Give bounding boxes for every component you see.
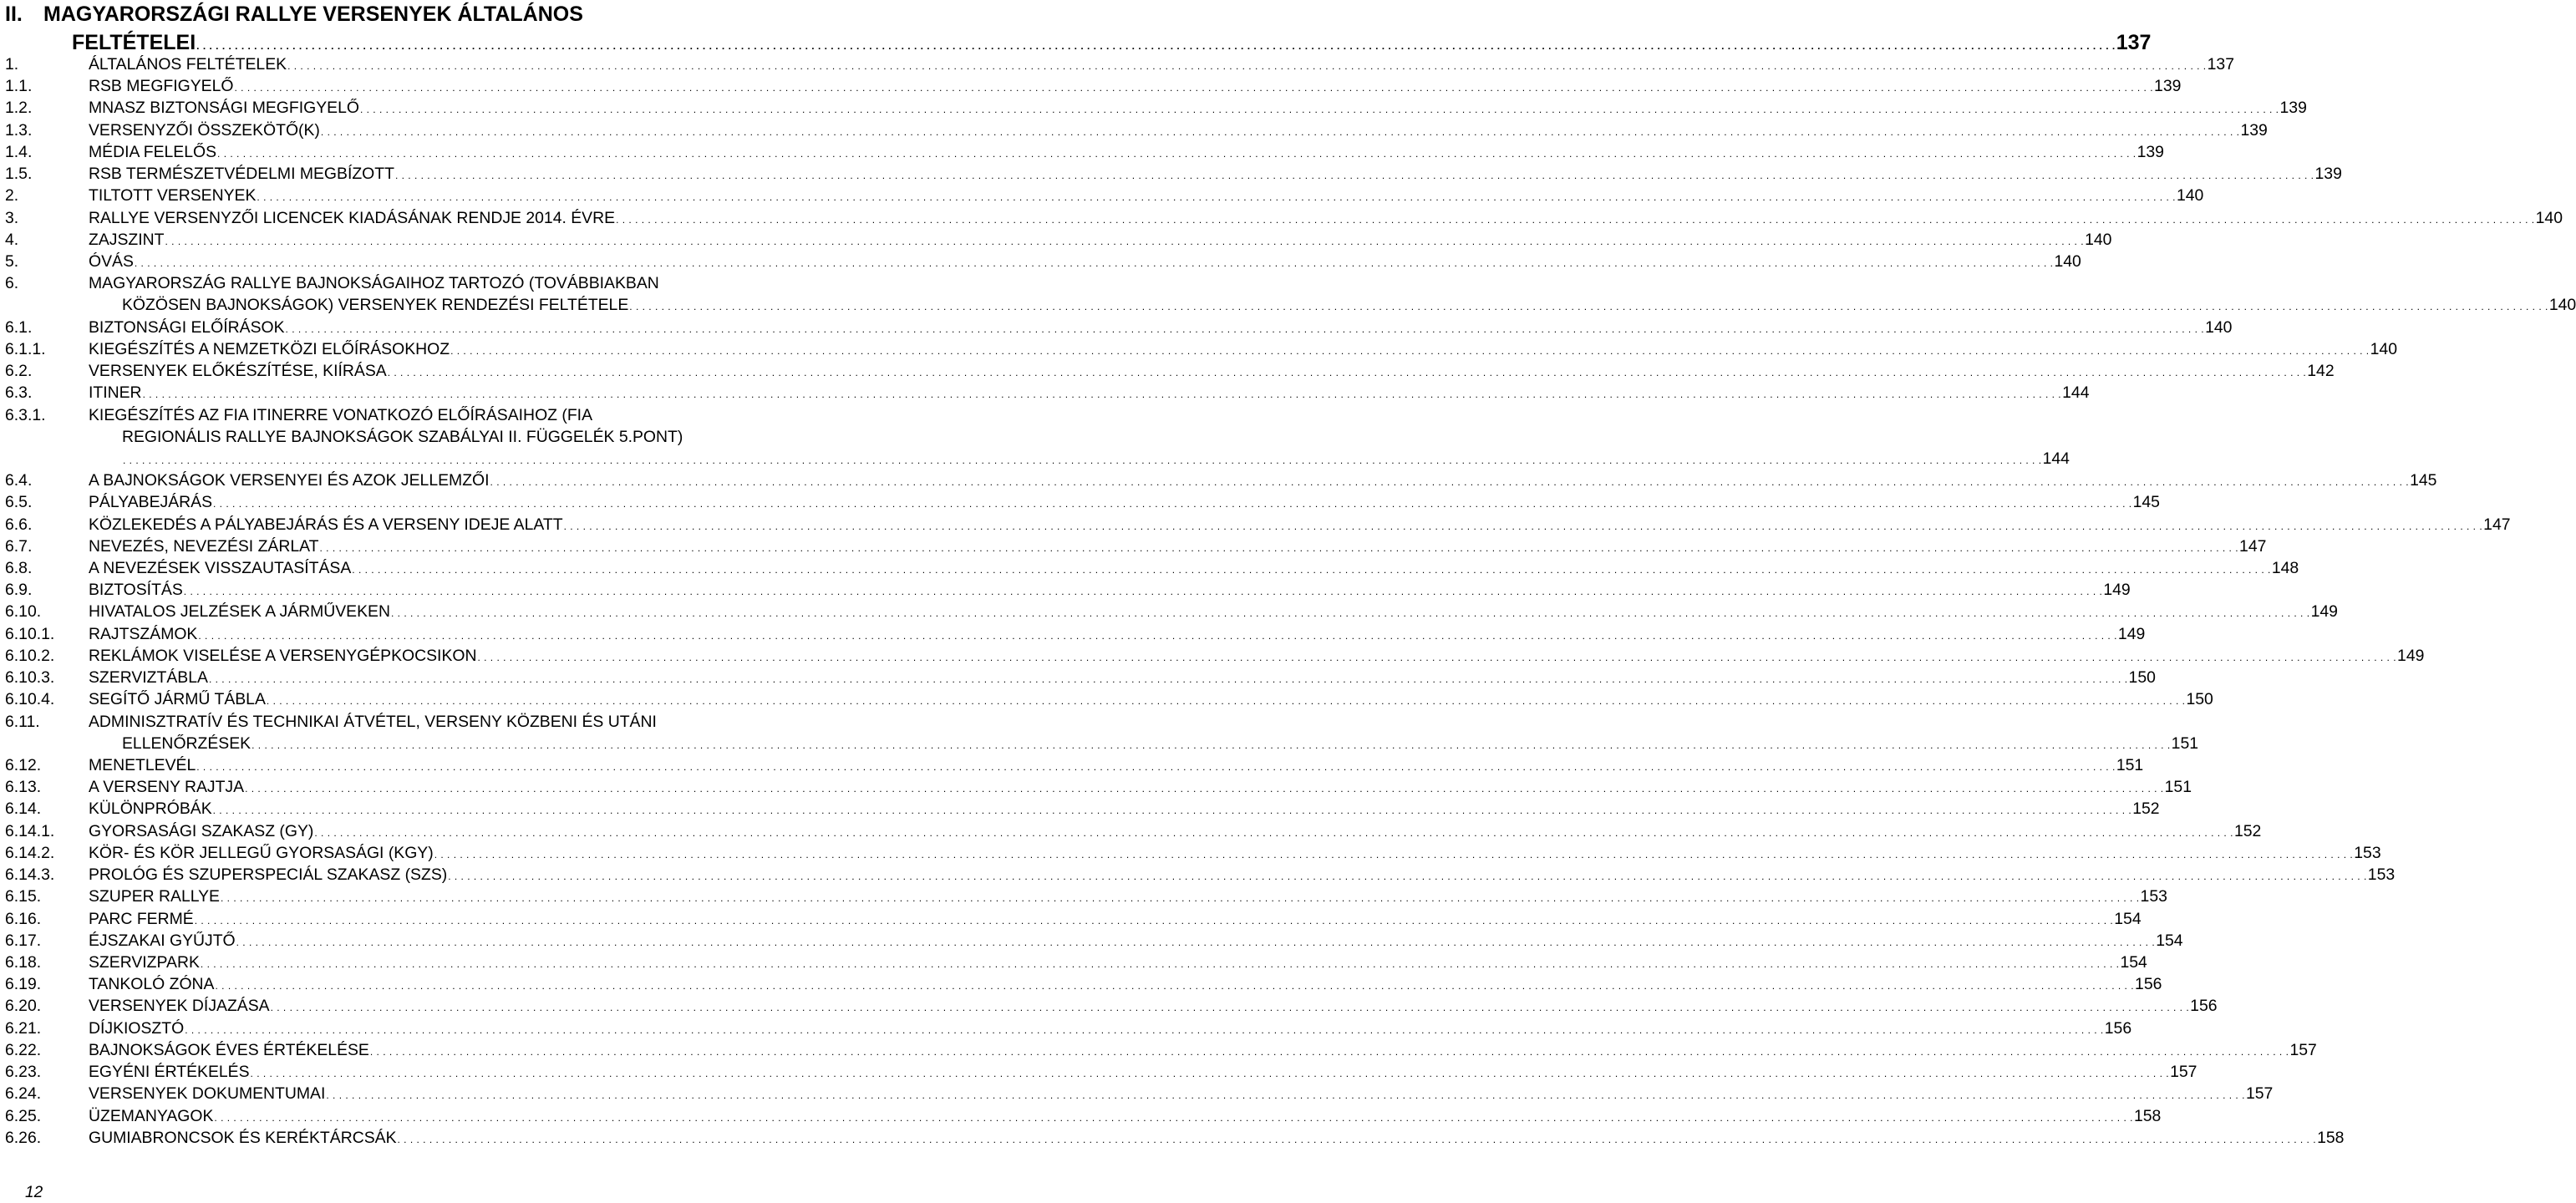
toc-entry[interactable] [5,141,2164,163]
entry-page-number: 140 [2054,251,2081,271]
leader-dots: . . . . . . . . . . . . . . . . . . . . . . . . . . . . . . . . . . . . . . . . . . . . . . . . . . . . . . . . . . . . . . . . . . . . . . . . . . . . . . . . . . . . . . . . . . . . . . . . . . . . . . . . . . . . . . . . . . . . . . . . . . . . . . . . . . . . . . . . . . . . . . . . . . . . . . . . . . . . . . . . . . . . . . . . . . . . . . . . . . . . . . . . . . . . . . . . . . . . . . . . . . . . . . . . . . . . . . . . . . . . . . . . . . . . . . . . . . . . . . . . . . . . . . . . . . . . . . . . . . . . . . . . . . . . . . . . . . . . . . . . . . . . . . . . . . . . . . . . . . . . [450,344,2370,357]
leader-dots: . . . . . . . . . . . . . . . . . . . . . . . . . . . . . . . . . . . . . . . . . . . . . . . . . . . . . . . . . . . . . . . . . . . . . . . . . . . . . . . . . . . . . . . . . . . . . . . . . . . . . . . . . . . . . . . . . . . . . . . . . . . . . . . . . . . . . . . . . . . . . . . . . . . . . . . . . . . . . . . . . . . . . . . . . . . . . . . . . . . . . . . . . . . . . . . . . . . . . . . . . . . . . . . . . . . . . . . . . . . . . . . . . . . . . . . . . . . . . . . . . . . . . . . . . . . . . . . . . . . . . . . . . . . . . . . . . . . . . . . . . . . . . . . . . . . . . . . . . . . . [326,1089,2245,1102]
entry-number: 6.14. [5,799,42,819]
entry-number: 6.3.1. [5,405,46,424]
toc-list [5,53,2576,1149]
entry-number: 6.22. [5,1040,42,1059]
entry-number: 6.14.3. [5,865,55,885]
toc-entry[interactable] [5,886,2167,907]
entry-page-number: 157 [2245,1084,2274,1104]
entry-page-number: 153 [2367,865,2396,885]
entry-page-number: 149 [2310,602,2338,622]
entry-title: ÜZEMANYAGOK [89,1106,214,1125]
leader-dots: . . . . . . . . . . . . . . . . . . . . . . . . . . . . . . . . . . . . . . . . . . . . . . . . . . . . . . . . . . . . . . . . . . . . . . . . . . . . . . . . . . . . . . . . . . . . . . . . . . . . . . . . . . . . . . . . . . . . . . . . . . . . . . . . . . . . . . . . . . . . . . . . . . . . . . . . . . . . . . . . . . . . . . . . . . . . . . . . . . . . . . . . . . . . . . . . . . . . . . . . . . . . . . . . . . . . . . . . . . . . . . . . . . . . . . . . . . . . . . . . . . . . . . . . . . . . . . . . . . . . . . . . . . . . . . . . . . . . . . . . . . . . . . . . . . . . . . . . . . . . [220,892,2140,905]
entry-page-number: 139 [2314,165,2342,184]
entry-number: 6.16. [5,909,42,928]
toc-entry[interactable] [5,601,2338,622]
entry-title: REKLÁMOK VISELÉSE A VERSENYGÉPKOCSIKON [89,646,477,665]
leader-dots: . . . . . . . . . . . . . . . . . . . . . . . . . . . . . . . . . . . . . . . . . . . . . . . . . . . . . . . . . . . . . . . . . . . . . . . . . . . . . . . . . . . . . . . . . . . . . . . . . . . . . . . . . . . . . . . . . . . . . . . . . . . . . . . . . . . . . . . . . . . . . . . . . . . . . . . . . . . . . . . . . . . . . . . . . . . . . . . . . . . . . . . . . . . . . . . . . . . . . . . . . . . . . . . . . . . . . . . . . . . . . . . . . . . . . . . . . . . . . . . . . . . . . . . . . . . . . . . . . . . . . . . . . . . . . . . . . . . . . . . . . . . . . . . . . . . . . . . . . . . . [214,1111,2133,1124]
leader-dots: . . . . . . . . . . . . . . . . . . . . . . . . . . . . . . . . . . . . . . . . . . . . . . . . . . . . . . . . . . . . . . . . . . . . . . . . . . . . . . . . . . . . . . . . . . . . . . . . . . . . . . . . . . . . . . . . . . . . . . . . . . . . . . . . . . . . . . . . . . . . . . . . . . . . . . . . . . . . . . . . . . . . . . . . . . . . . . . . . . . . . . . . . . . . . . . . . . . . . . . . . . . . . . . . . . . . . . . . . . . . . . . . . . . . . . . . . . . . . . . . . . . . . . . . . . . . . . . . . . . . . . . . . . . . . . . . . . . . . . . . . . . . . . . . . . . . . . . . . . . . [183,586,2103,598]
leader-dots: . . . . . . . . . . . . . . . . . . . . . . . . . . . . . . . . . . . . . . . . . . . . . . . . . . . . . . . . . . . . . . . . . . . . . . . . . . . . . . . . . . . . . . . . . . . . . . . . . . . . . . . . . . . . . . . . . . . . . . . . . . . . . . . . . . . . . . . . . . . . . . . . . . . . . . . . . . . . . . . . . . . . . . . . . . . . . . . . . . . . . . . . . . . . . . . . . . . . . . . . . . . . . . . . . . . . . . . . . . . . . . . . . . . . . . . . . . . . . . . . . . . . . . . . . . . . . . . . . . . . . . . . . . . . . . . . . . . . . . . . . . . . . . . . . . . . . . . . . . . . [212,805,2132,817]
toc-entry[interactable] [5,514,2511,536]
entry-number: 6.26. [5,1128,42,1147]
toc-chapter-heading[interactable] [5,0,2152,57]
leader-dots: . . . . . . . . . . . . . . . . . . . . . . . . . . . . . . . . . . . . . . . . . . . . . . . . . . . . . . . . . . . . . . . . . . . . . . . . . . . . . . . . . . . . . . . . . . . . . . . . . . . . . . . . . . . . . . . . . . . . . . . . . . . . . . . . . . . . . . . . . . . . . . . . . . . . . . . . . . . . . . . . . . . . . . . . . . . . . . . . . . . . . . . . . . . . . . . . . . . . . . . . . . . . . . . . . . . . . . . . . . . . . . . . . . . . . . . . . . . . . . . . . . . . . . . . . . . . . . . . . . . . . . . . . . . . . . . . . . . . . . . . . . . . . . . . . . . . . . . . . . . . [165,235,2085,247]
leader-dots: . . . . . . . . . . . . . . . . . . . . . . . . . . . . . . . . . . . . . . . . . . . . . . . . . . . . . . . . . . . . . . . . . . . . . . . . . . . . . . . . . . . . . . . . . . . . . . . . . . . . . . . . . . . . . . . . . . . . . . . . . . . . . . . . . . . . . . . . . . . . . . . . . . . . . . . . . . . . . . . . . . . . . . . . . . . . . . . . . . . . . . . . . . . . . . . . . . . . . . . . . . . . . . . . . . . . . . . . . . . . . . . . . . . . . . . . . . . . . . . . . . . . . . . . . . . . . . . . . . . . . . . . . . . . . . . . . . . . . . . . . . . . . . . . . . . . . . . . . . . . [352,564,2271,576]
entry-page-number: 139 [2137,142,2164,161]
entry-number: 6.10.4. [5,690,55,709]
entry-number: 6.14.1. [5,821,55,840]
entry-page-number: 144 [2062,383,2090,403]
toc-entry[interactable] [5,864,2396,886]
entry-number: 6. [5,274,19,293]
leader-dots: . . . . . . . . . . . . . . . . . . . . . . . . . . . . . . . . . . . . . . . . . . . . . . . . . . . . . . . . . . . . . . . . . . . . . . . . . . . . . . . . . . . . . . . . . . . . . . . . . . . . . . . . . . . . . . . . . . . . . . . . . . . . . . . . . . . . . . . . . . . . . . . . . . . . . . . . . . . . . . . . . . . . . . . . . . . . . . . . . . . . . . . . . . . . . . . . . . . . . . . . . . . . . . . . . . . . . . . . . . . . . . . . . . . . . . . . . . . . . . . . . . . . . . . . . . . . . . . . . . . . . . . . . . . . . . . . . . . . . . . . . . . . . . . . . . . . . . . . . . . . [245,783,2164,795]
entry-title: RALLYE VERSENYZŐI LICENCEK KIADÁSÁNAK RENDJE 2014. ÉVRE [89,208,616,227]
leader-dots: . . . . . . . . . . . . . . . . . . . . . . . . . . . . . . . . . . . . . . . . . . . . . . . . . . . . . . . . . . . . . . . . . . . . . . . . . . . . . . . . . . . . . . . . . . . . . . . . . . . . . . . . . . . . . . . . . . . . . . . . . . . . . . . . . . . . . . . . . . . . . . . . . . . . . . . . . . . . . . . . . . . . . . . . . . . . . . . . . . . . . . . . . . . . . . . . . . . . . . . . . . . . . . . . . . . . . . . . . . . . . . . . . . . . . . . . . . . . . . . . . . . . . . . . . . . . . . . . . . . . . . . . . . . . . . . . . . . . . . . . . . . . . . . . . . . . . . . . . . . . [142,388,2062,401]
toc-entry[interactable] [5,470,2437,491]
entry-number: 6.20. [5,997,42,1016]
entry-title: RSB TERMÉSZETVÉDELMI MEGBÍZOTT [89,165,394,184]
leader-dots: . . . . . . . . . . . . . . . . . . . . . . . . . . . . . . . . . . . . . . . . . . . . . . . . . . . . . . . . . . . . . . . . . . . . . . . . . . . . . . . . . . . . . . . . . . . . . . . . . . . . . . . . . . . . . . . . . . . . . . . . . . . . . . . . . . . . . . . . . . . . . . . . . . . . . . . . . . . . . . . . . . . . . . . . . . . . . . . . . . . . . . . . . . . . . . . . . . . . . . . . . . . . . . . . . . . . . . . . . . . . . . . . . . . . . . . . . . . . . . . . . . . . . . . . . . . . . . . . . . . . . . . . . . . . . . . . . . . . . . . . . . . . . . . . . . . . . . . . . . . . [196,761,2116,773]
entry-number: 6.2. [5,362,33,381]
entry-number: 6.10.1. [5,624,55,643]
entry-number: 1.4. [5,142,33,161]
entry-page-number: 144 [2042,449,2070,468]
entry-page-number: 149 [2117,624,2146,643]
entry-title: PÁLYABEJÁRÁS [89,493,213,512]
entry-number: 6.10.3. [5,668,55,688]
entry-title: SEGÍTŐ JÁRMŰ TÁBLA [89,690,266,709]
toc-entry[interactable] [5,842,2381,864]
leader-dots: . . . . . . . . . . . . . . . . . . . . . . . . . . . . . . . . . . . . . . . . . . . . . . . . . . . . . . . . . . . . . . . . . . . . . . . . . . . . . . . . . . . . . . . . . . . . . . . . . . . . . . . . . . . . . . . . . . . . . . . . . . . . . . . . . . . . . . . . . . . . . . . . . . . . . . . . . . . . . . . . . . . . . . . . . . . . . . . . . . . . . . . . . . . . . . . . . . . . . . . . . . . . . . . . . . . . . . . . . . . . . . . . . . . . . . . . . . . . . . . . . . . . . . . . . . . . . . . . . . . . . . . . . . . . . . . . . . . . . . . . . . . . . . . . . . . . . . . . . . . . [369,1045,2289,1058]
entry-number: 1.1. [5,77,33,96]
leader-dots: . . . . . . . . . . . . . . . . . . . . . . . . . . . . . . . . . . . . . . . . . . . . . . . . . . . . . . . . . . . . . . . . . . . . . . . . . . . . . . . . . . . . . . . . . . . . . . . . . . . . . . . . . . . . . . . . . . . . . . . . . . . . . . . . . . . . . . . . . . . . . . . . . . . . . . . . . . . . . . . . . . . . . . . . . . . . . . . . . . . . . . . . . . . . . . . . . . . . . . . . . . . . . . . . . . . . . . . . . . . . . . . . . . . . . . . . . . . . . . . . . . . . . . . . . . . . . . . . . . . . . . . . . . . . . . . . . . . . . . . . . . . . . . . . . . . . . . . . . . . . [359,104,2279,116]
entry-title: KÜLÖNPRÓBÁK [89,799,212,819]
leader-dots: . . . . . . . . . . . . . . . . . . . . . . . . . . . . . . . . . . . . . . . . . . . . . . . . . . . . . . . . . . . . . . . . . . . . . . . . . . . . . . . . . . . . . . . . . . . . . . . . . . . . . . . . . . . . . . . . . . . . . . . . . . . . . . . . . . . . . . . . . . . . . . . . . . . . . . . . . . . . . . . . . . . . . . . . . . . . . . . . . . . . . . . . . . . . . . . . . . . . . . . . . . . . . . . . . . . . . . . . . . . . . . . . . . . . . . . . . . . . . . . . . . . . . . . . . . . . . . . . . . . . . . . . . . . . . . . . . . . . . . . . . . . . . . . . . . . . . . . . . . . . [250,1068,2170,1080]
leader-dots: . . . . . . . . . . . . . . . . . . . . . . . . . . . . . . . . . . . . . . . . . . . . . . . . . . . . . . . . . . . . . . . . . . . . . . . . . . . . . . . . . . . . . . . . . . . . . . . . . . . . . . . . . . . . . . . . . . . . . . . . . . . . . . . . . . . . . . . . . . . . . . . . . . . . . . . . . . . . . . . . . . . . . . . . . . . . . . . . . . . . . . . . . . . . . . . . . . . . . . . . . . . . . . . . . . . . . . . . . . . . . . . . . . . . . . . . . . . . . . . . . . . . . . . . . . . . . . . . . . . . . . . . . . . . . . . . . . . . . . . . . . . . . . . . . . . . . . . . . . . . [490,476,2410,489]
chapter-page-number: 137 [2116,31,2152,54]
entry-page-number: 142 [2307,362,2335,381]
toc-entry[interactable] [5,995,2218,1017]
entry-number: 6.11. [5,712,40,731]
entry-number: 6.7. [5,536,33,556]
entry-page-number: 140 [2176,186,2204,206]
entry-page-number: 139 [2240,120,2268,140]
entry-title: ÁLTALÁNOS FELTÉTELEK [89,55,287,74]
entry-title: NEVEZÉS, NEVEZÉSI ZÁRLAT [89,536,319,556]
leader-dots: . . . . . . . . . . . . . . . . . . . . . . . . . . . . . . . . . . . . . . . . . . . . . . . . . . . . . . . . . . . . . . . . . . . . . . . . . . . . . . . . . . . . . . . . . . . . . . . . . . . . . . . . . . . . . . . . . . . . . . . . . . . . . . . . . . . . . . . . . . . . . . . . . . . . . . . . . . . . . . . . . . . . . . . . . . . . . . . . . . . . . . . . . . . . . . . . . . . . . . . . . . . . . . . . . . . . . . . . . . . . . . . . . . . . . . . . . . . . . . . . . . . . . . . . . . . . . . . . . . . . . . . . . . . . . . . . . . . . . . . . . . . . . . . . . . . . . . . . . . . . [270,1002,2190,1014]
entry-title: ITINER [89,383,142,403]
entry-number: 1.2. [5,99,33,118]
entry-title: A NEVEZÉSEK VISSZAUTASÍTÁSA [89,559,352,578]
toc-entry[interactable] [5,229,2112,251]
entry-number: 6.5. [5,493,33,512]
entry-page-number: 157 [2170,1063,2197,1082]
toc-entry[interactable] [5,930,2183,952]
entry-page-number: 156 [2135,975,2162,994]
toc-entry[interactable] [5,536,2267,557]
leader-dots: . . . . . . . . . . . . . . . . . . . . . . . . . . . . . . . . . . . . . . . . . . . . . . . . . . . . . . . . . . . . . . . . . . . . . . . . . . . . . . . . . . . . . . . . . . . . . . . . . . . . . . . . . . . . . . . . . . . . . . . . . . . . . . . . . . . . . . . . . . . . . . . . . . . . . . . . . . . . . . . . . . . . . . . . . . . . . . . . . . . . . . . . . . . . . . . . . . . . . . . . . . . . . . . . . . . . . . . . . . . . . . . . . . . . . . . . . . . . . . . . . . . . . . . . . . . . . . . . . . . . . . . . . . . . . . . . . . . . . . . . . . . . . . . . . . . . . . . . . . . . [320,125,2240,138]
leader-dots: . . . . . . . . . . . . . . . . . . . . . . . . . . . . . . . . . . . . . . . . . . . . . . . . . . . . . . . . . . . . . . . . . . . . . . . . . . . . . . . . . . . . . . . . . . . . . . . . . . . . . . . . . . . . . . . . . . . . . . . . . . . . . . . . . . . . . . . . . . . . . . . . . . . . . . . . . . . . . . . . . . . . . . . . . . . . . . . . . . . . . . . . . . . . . . . . . . . . . . . . . . . . . . . . . . . . . . . . . . . . . . . . . . . . . . . . . . . . . . . . . . . . . . . . . . . . . . . . . . . . . . . . . . . . . . . . . . . . . . . . . . . . . . . . . . . . . . . . . . . . [434,848,2354,860]
entry-page-number: 139 [2279,99,2307,118]
entry-title: VERSENYZŐI ÖSSZEKÖTŐ(K) [89,120,320,140]
entry-number: 1.3. [5,120,33,140]
leader-dots: . . . . . . . . . . . . . . . . . . . . . . . . . . . . . . . . . . . . . . . . . . . . . . . . . . . . . . . . . . . . . . . . . . . . . . . . . . . . . . . . . . . . . . . . . . . . . . . . . . . . . . . . . . . . . . . . . . . . . . . . . . . . . . . . . . . . . . . . . . . . . . . . . . . . . . . . . . . . . . . . . . . . . . . . . . . . . . . . . . . . . . . . . . . . . . . . . . . . . . . . . . . . . . . . . . . . . . . . . . . . . . . . . . . . . . . . . . . . . . . . . . . . . . . . . . . . . . . . . . . . . . . . . . . . . . . . . . . . . . . . . . . . . . . . . . . . . . . . . . . . [134,256,2054,269]
leader-dots: . . . . . . . . . . . . . . . . . . . . . . . . . . . . . . . . . . . . . . . . . . . . . . . . . . . . . . . . . . . . . . . . . . . . . . . . . . . . . . . . . . . . . . . . . . . . . . . . . . . . . . . . . . . . . . . . . . . . . . . . . . . . . . . . . . . . . . . . . . . . . . . . . . . . . . . . . . . . . . . . . . . . . . . . . . . . . . . . . . . . . . . . . . . . . . . . . . . . . . . . . . . . . . . . . . . . . . . . . . . . . . . . . . . . . . . . . . . . . . . . . . . . . . . . . . . . . . . . . . . . . . . . . . . . . . . . . . . . . . . . . . . . . . . . . . . . . . . . . . . . [616,213,2535,226]
entry-number: 6.10.2. [5,646,55,665]
leader-dots: . . . . . . . . . . . . . . . . . . . . . . . . . . . . . . . . . . . . . . . . . . . . . . . . . . . . . . . . . . . . . . . . . . . . . . . . . . . . . . . . . . . . . . . . . . . . . . . . . . . . . . . . . . . . . . . . . . . . . . . . . . . . . . . . . . . . . . . . . . . . . . . . . . . . . . . . . . . . . . . . . . . . . . . . . . . . . . . . . . . . . . . . . . . . . . . . . . . . . . . . . . . . . . . . . . . . . . . . . . . . . . . . . . . . . . . . . . . . . . . . . . . . . . . . . . . . . . . . . . . . . . . . . . . . . . . . . . . . . . . . . . . . . . . . . . . . . . . . . . . . [319,541,2239,554]
toc-entry[interactable] [5,711,2199,754]
entry-page-number: 151 [2164,778,2192,797]
entry-page-number: 140 [2085,230,2112,249]
chapter-title-line1: MAGYARORSZÁGI RALLYE VERSENYEK ÁLTALÁNOS [43,3,583,26]
toc-entry[interactable] [5,952,2147,973]
toc-entry[interactable] [5,776,2192,798]
toc-entry[interactable] [5,338,2397,360]
toc-entry[interactable] [5,798,2160,820]
toc-entry[interactable] [5,1083,2274,1104]
entry-title: ZAJSZINT [89,230,165,249]
entry-page-number: 145 [2410,471,2437,490]
entry-title-continued: REGIONÁLIS RALLYE BAJNOKSÁGOK SZABÁLYAI II. FÜGGELÉK 5.PONT) [122,427,683,446]
entry-title: A VERSENY RAJTJA [89,778,245,797]
entry-number: 6.23. [5,1063,42,1082]
leader-dots: . . . . . . . . . . . . . . . . . . . . . . . . . . . . . . . . . . . . . . . . . . . . . . . . . . . . . . . . . . . . . . . . . . . . . . . . . . . . . . . . . . . . . . . . . . . . . . . . . . . . . . . . . . . . . . . . . . . . . . . . . . . . . . . . . . . . . . . . . . . . . . . . . . . . . . . . . . . . . . . . . . . . . . . . . . . . . . . . . . . . . . . . . . . . . . . . . . . . . . . . . . . . . . . . . . . . . . . . . . . . . . . . . . . . . . . . . . . . . . . . . . . . . . . . . . . . . . . . . . . . . . . . . . . . . . . . . . . . . . . . . . . . . . . . . . . . . . . . . . . . [213,498,2132,510]
leader-dots: . . . . . . . . . . . . . . . . . . . . . . . . . . . . . . . . . . . . . . . . . . . . . . . . . . . . . . . . . . . . . . . . . . . . . . . . . . . . . . . . . . . . . . . . . . . . . . . . . . . . . . . . . . . . . . . . . . . . . . . . . . . . . . . . . . . . . . . . . . . . . . . . . . . . . . . . . . . . . . . . . . . . . . . . . . . . . . . . . . . . . . . . . . . . . . . . . . . . . . . . . . . . . . . . . . . . . . . . . . . . . . . . . . . . . . . . . . . . . . . . . . . . . . . . . . . . . . . . . . . . . . . . . . . . . . . . . . . . . . . . . . . . . . . . . . . . . . . . . . . . [391,607,2310,620]
entry-number: 6.25. [5,1106,42,1125]
entry-page-number: 153 [2354,843,2381,862]
toc-entry[interactable] [5,360,2335,382]
toc-entry[interactable] [5,579,2131,601]
entry-title: TANKOLÓ ZÓNA [89,975,215,994]
entry-title: HIVATALOS JELZÉSEK A JÁRMŰVEKEN [89,602,390,622]
toc-entry[interactable] [5,667,2156,688]
toc-entry[interactable] [5,251,2081,272]
entry-number: 3. [5,208,19,227]
leader-dots: . . . . . . . . . . . . . . . . . . . . . . . . . . . . . . . . . . . . . . . . . . . . . . . . . . . . . . . . . . . . . . . . . . . . . . . . . . . . . . . . . . . . . . . . . . . . . . . . . . . . . . . . . . . . . . . . . . . . . . . . . . . . . . . . . . . . . . . . . . . . . . . . . . . . . . . . . . . . . . . . . . . . . . . . . . . . . . . . . . . . . . . . . . . . . . . . . . . . . . . . . . . . . . . . . . . . . . . . . . . . . . . . . . . . . . . . . . . . . . . . . . . . . . . . . . . . . . . . . . . . . . . . . . . . . . . . . . . . . . . . . . . . . . . . . . . . . . . . . . . . [215,980,2135,992]
entry-title: BIZTONSÁGI ELŐÍRÁSOK [89,317,285,337]
entry-page-number: 140 [2205,317,2233,337]
entry-number: 6.9. [5,581,33,600]
entry-page-number: 140 [2535,208,2563,227]
leader-dots: . . . . . . . . . . . . . . . . . . . . . . . . . . . . . . . . . . . . . . . . . . . . . . . . . . . . . . . . . . . . . . . . . . . . . . . . . . . . . . . . . . . . . . . . . . . . . . . . . . . . . . . . . . . . . . . . . . . . . . . . . . . . . . . . . . . . . . . . . . . . . . . . . . . . . . . . . . . . . . . . . . . . . . . . . . . . . . . . . . . . . . . . . . . . . . . . . . . . . . . . . . . . . . . . . . . . . . . . . . . . . . . . . . . . . . . . . . . . . . . . . . . . . . . . . . . . . . . . . . . . . . . . . . . . . . . . . . . . . . . . . . . . . . . . . . . . . . . . . . . . [314,826,2233,839]
entry-page-number: 140 [2370,339,2397,358]
entry-number: 6.6. [5,515,33,534]
entry-title: ADMINISZTRATÍV ÉS TECHNIKAI ÁTVÉTEL, VERSENY KÖZBENI ÉS UTÁNI [89,712,657,731]
toc-entry[interactable] [5,317,2233,338]
entry-page-number: 150 [2128,668,2156,688]
entry-title: A BAJNOKSÁGOK VERSENYEI ÉS AZOK JELLEMZŐI [89,471,490,490]
toc-entry[interactable] [5,1061,2197,1083]
entry-title: GYORSASÁGI SZAKASZ (GY) [89,821,314,840]
entry-number: 5. [5,251,19,271]
entry-number: 6.21. [5,1018,42,1038]
entry-title: SZERVIZPARK [89,952,200,972]
entry-page-number: 158 [2317,1128,2345,1147]
entry-title: KIEGÉSZÍTÉS AZ FIA ITINERRE VONATKOZÓ ELŐÍRÁSAIHOZ (FIA [89,405,593,424]
toc-entry[interactable] [5,754,2144,776]
entry-title: VERSENYEK DOKUMENTUMAI [89,1084,326,1104]
chapter-title-line2: FELTÉTELEI [72,31,196,54]
leader-dots: . . . . . . . . . . . . . . . . . . . . . . . . . . . . . . . . . . . . . . . . . . . . . . . . . . . . . . . . . . . . . . . . . . . . . . . . . . . . . . . . . . . . . . . . . . . . . . . . . . . . . . . . . . . . . . . . . . . . . . . . . . . . . . . . . . . . . . . . . . . . . . . . . . . . . . . . . . . . . . . . . . . . . . . . . . . . . . . . . . . . . . . . . . . . . . . . . . . . . . . . . . . . . . . . . . . . . . . . . . . . . . . . . . . . . . . . . . . . . . . . . . . . . . . . . . . . . . . . . . . . . . . . . . . . . . . . . . . . . . . . . . . . . . . . . . . . . . . . . . . . [448,871,2367,883]
entry-title-continued: KÖZÖSEN BAJNOKSÁGOK) VERSENYEK RENDEZÉSI FELTÉTELE [122,296,629,315]
entry-number: 6.4. [5,471,33,490]
leader-dots: . . . . . . . . . . . . . . . . . . . . . . . . . . . . . . . . . . . . . . . . . . . . . . . . . . . . . . . . . . . . . . . . . . . . . . . . . . . . . . . . . . . . . . . . . . . . . . . . . . . . . . . . . . . . . . . . . . . . . . . . . . . . . . . . . . . . . . . . . . . . . . . . . . . . . . . . . . . . . . . . . . . . . . . . . . . . . . . . . . . . . . . . . . . . . . . . . . . . . . . . . . . . . . . . . . . . . . . . . . . . . . . . . . . . . . . . . . . . . . . . . . . . . . . . . . . . . . . . . . . . . . . . . . . . . . . . . . . . . . . . . . . . . . . . . . . . . . . . . . . . [397,1133,2317,1145]
entry-page-number: 152 [2132,799,2160,819]
toc-entry[interactable] [5,688,2213,710]
entry-number: 6.19. [5,975,42,994]
entry-page-number: 147 [2239,536,2267,556]
entry-title: ÉJSZAKAI GYŰJTŐ [89,931,236,950]
toc-entry[interactable] [5,1039,2317,1061]
leader-dots: . . . . . . . . . . . . . . . . . . . . . . . . . . . . . . . . . . . . . . . . . . . . . . . . . . . . . . . . . . . . . . . . . . . . . . . . . . . . . . . . . . . . . . . . . . . . . . . . . . . . . . . . . . . . . . . . . . . . . . . . . . . . . . . . . . . . . . . . . . . . . . . . . . . . . . . . . . . . . . . . . . . . . . . . . . . . . . . . . . . . . . . . . . . . . . . . . . . . . . . . . . . . . . . . . . . . . . . . . . . . . . . . . . . . . . . . . . . . . . . . . . . . . . . . . . . . . . . . . . . . . . . . . . . . . . . . . . . . . . . . . . . . . . . . . . . . . . . . . . . . [208,673,2128,686]
entry-title: MAGYARORSZÁG RALLYE BAJNOKSÁGAIHOZ TARTOZÓ (TOVÁBBIAKBAN [89,274,659,293]
entry-number: 1.5. [5,165,33,184]
leader-dots: . . . . . . . . . . . . . . . . . . . . . . . . . . . . . . . . . . . . . . . . . . . . . . . . . . . . . . . . . . . . . . . . . . . . . . . . . . . . . . . . . . . . . . . . . . . . . . . . . . . . . . . . . . . . . . . . . . . . . . . . . . . . . . . . . . . . . . . . . . . . . . . . . . . . . . . . . . . . . . . . . . . . . . . . . . . . . . . . . . . . . . . . . . . . . . . . . . . . . . . . . . . . . . . . . . . . . . . . . . . . . . . . . . . . . . . . . . . . . . . . . . . . . . . . . . . . . . . . . . . . . . . . . . . . . . . . . . . . . . . . . . . . . . . . . . . . . . . . . . . . [196,40,2116,52]
leader-dots: . . . . . . . . . . . . . . . . . . . . . . . . . . . . . . . . . . . . . . . . . . . . . . . . . . . . . . . . . . . . . . . . . . . . . . . . . . . . . . . . . . . . . . . . . . . . . . . . . . . . . . . . . . . . . . . . . . . . . . . . . . . . . . . . . . . . . . . . . . . . . . . . . . . . . . . . . . . . . . . . . . . . . . . . . . . . . . . . . . . . . . . . . . . . . . . . . . . . . . . . . . . . . . . . . . . . . . . . . . . . . . . . . . . . . . . . . . . . . . . . . . . . . . . . . . . . . . . . . . . . . . . . . . . . . . . . . . . . . . . . . . . . . . . . . . . . . . . . . . . . [236,936,2156,948]
toc-entry[interactable] [5,404,2070,470]
entry-title: EGYÉNI ÉRTÉKELÉS [89,1063,250,1082]
toc-entry[interactable] [5,820,2262,842]
toc-entry[interactable] [5,1018,2132,1039]
entry-page-number: 156 [2190,997,2218,1016]
entry-page-number: 139 [2154,77,2182,96]
leader-dots: . . . . . . . . . . . . . . . . . . . . . . . . . . . . . . . . . . . . . . . . . . . . . . . . . . . . . . . . . . . . . . . . . . . . . . . . . . . . . . . . . . . . . . . . . . . . . . . . . . . . . . . . . . . . . . . . . . . . . . . . . . . . . . . . . . . . . . . . . . . . . . . . . . . . . . . . . . . . . . . . . . . . . . . . . . . . . . . . . . . . . . . . . . . . . . . . . . . . . . . . . . . . . . . . . . . . . . . . . . . . . . . . . . . . . . . . . . . . . . . . . . . . . . . . . . . . . . . . . . . . . . . . . . . . . . . . . . . . . . . . . . . . . . . . . . . . . . . . . . . . [285,322,2205,335]
toc-entry[interactable] [5,97,2307,119]
entry-title: RAJTSZÁMOK [89,624,198,643]
leader-dots: . . . . . . . . . . . . . . . . . . . . . . . . . . . . . . . . . . . . . . . . . . . . . . . . . . . . . . . . . . . . . . . . . . . . . . . . . . . . . . . . . . . . . . . . . . . . . . . . . . . . . . . . . . . . . . . . . . . . . . . . . . . . . . . . . . . . . . . . . . . . . . . . . . . . . . . . . . . . . . . . . . . . . . . . . . . . . . . . . . . . . . . . . . . . . . . . . . . . . . . . . . . . . . . . . . . . . . . . . . . . . . . . . . . . . . . . . . . . . . . . . . . . . . . . . . . . . . . . . . . . . . . . . . . . . . . . . . . . . . . . . . . . . . . . . . . . . . . . . . . . [257,191,2176,204]
entry-number: 2. [5,186,19,206]
entry-page-number: 140 [2548,296,2576,315]
toc-entry[interactable] [5,272,2576,316]
toc-entry[interactable] [5,53,2234,75]
entry-page-number: 154 [2114,909,2142,928]
entry-number: 6.13. [5,778,42,797]
entry-number: 6.24. [5,1084,42,1104]
entry-title: KIEGÉSZÍTÉS A NEMZETKÖZI ELŐÍRÁSOKHOZ [89,339,450,358]
entry-title: DÍJKIOSZTÓ [89,1018,185,1038]
toc-entry[interactable] [5,557,2299,579]
entry-title: MNASZ BIZTONSÁGI MEGFIGYELŐ [89,99,359,118]
entry-title: VERSENYEK DÍJAZÁSA [89,997,270,1016]
entry-title-continued: ELLENŐRZÉSEK [122,733,252,753]
entry-number: 6.14.2. [5,843,55,862]
leader-dots: . . . . . . . . . . . . . . . . . . . . . . . . . . . . . . . . . . . . . . . . . . . . . . . . . . . . . . . . . . . . . . . . . . . . . . . . . . . . . . . . . . . . . . . . . . . . . . . . . . . . . . . . . . . . . . . . . . . . . . . . . . . . . . . . . . . . . . . . . . . . . . . . . . . . . . . . . . . . . . . . . . . . . . . . . . . . . . . . . . . . . . . . . . . . . . . . . . . . . . . . . . . . . . . . . . . . . . . . . . . . . . . . . . . . . . . . . . . . . . . . . . . . . . . . . . . . . . . . . . . . . . . . . . . . . . . . . . . . . . . . . . . . . . . . . . . . . . . . . . . . [287,60,2207,72]
entry-page-number: 153 [2140,887,2167,906]
entry-page-number: 151 [2116,756,2144,774]
chapter-number: II. [5,3,23,26]
toc-entry[interactable] [5,645,2425,667]
leader-dots: . . . . . . . . . . . . . . . . . . . . . . . . . . . . . . . . . . . . . . . . . . . . . . . . . . . . . . . . . . . . . . . . . . . . . . . . . . . . . . . . . . . . . . . . . . . . . . . . . . . . . . . . . . . . . . . . . . . . . . . . . . . . . . . . . . . . . . . . . . . . . . . . . . . . . . . . . . . . . . . . . . . . . . . . . . . . . . . . . . . . . . . . . . . . . . . . . . . . . . . . . . . . . . . . . . . . . . . . . . . . . . . . . . . . . . . . . . . . . . . . . . . . . . . . . . . . . . . . . . . . . . . . . . . . . . . . . . . . . . . . . . . . . . . . . . . . . . . . . . . . [123,454,2042,466]
entry-page-number: 158 [2133,1106,2162,1125]
toc-entry[interactable] [5,908,2142,930]
entry-number: 6.1. [5,317,33,337]
leader-dots: . . . . . . . . . . . . . . . . . . . . . . . . . . . . . . . . . . . . . . . . . . . . . . . . . . . . . . . . . . . . . . . . . . . . . . . . . . . . . . . . . . . . . . . . . . . . . . . . . . . . . . . . . . . . . . . . . . . . . . . . . . . . . . . . . . . . . . . . . . . . . . . . . . . . . . . . . . . . . . . . . . . . . . . . . . . . . . . . . . . . . . . . . . . . . . . . . . . . . . . . . . . . . . . . . . . . . . . . . . . . . . . . . . . . . . . . . . . . . . . . . . . . . . . . . . . . . . . . . . . . . . . . . . . . . . . . . . . . . . . . . . . . . . . . . . . . . . . . . . . . [477,651,2397,663]
entry-title: SZUPER RALLYE [89,887,220,906]
entry-page-number: 148 [2271,559,2299,578]
leader-dots: . . . . . . . . . . . . . . . . . . . . . . . . . . . . . . . . . . . . . . . . . . . . . . . . . . . . . . . . . . . . . . . . . . . . . . . . . . . . . . . . . . . . . . . . . . . . . . . . . . . . . . . . . . . . . . . . . . . . . . . . . . . . . . . . . . . . . . . . . . . . . . . . . . . . . . . . . . . . . . . . . . . . . . . . . . . . . . . . . . . . . . . . . . . . . . . . . . . . . . . . . . . . . . . . . . . . . . . . . . . . . . . . . . . . . . . . . . . . . . . . . . . . . . . . . . . . . . . . . . . . . . . . . . . . . . . . . . . . . . . . . . . . . . . . . . . . . . . . . . . . [252,739,2171,751]
entry-page-number: 154 [2120,952,2147,972]
entry-number: 4. [5,230,19,249]
entry-page-number: 152 [2233,821,2262,840]
entry-page-number: 149 [2397,646,2425,665]
entry-page-number: 157 [2289,1040,2317,1059]
entry-page-number: 154 [2156,931,2183,950]
entry-title: TILTOTT VERSENYEK [89,186,257,206]
leader-dots: . . . . . . . . . . . . . . . . . . . . . . . . . . . . . . . . . . . . . . . . . . . . . . . . . . . . . . . . . . . . . . . . . . . . . . . . . . . . . . . . . . . . . . . . . . . . . . . . . . . . . . . . . . . . . . . . . . . . . . . . . . . . . . . . . . . . . . . . . . . . . . . . . . . . . . . . . . . . . . . . . . . . . . . . . . . . . . . . . . . . . . . . . . . . . . . . . . . . . . . . . . . . . . . . . . . . . . . . . . . . . . . . . . . . . . . . . . . . . . . . . . . . . . . . . . . . . . . . . . . . . . . . . . . . . . . . . . . . . . . . . . . . . . . . . . . . . . . . . . . . [234,82,2154,94]
entry-title: RSB MEGFIGYELŐ [89,77,234,96]
leader-dots: . . . . . . . . . . . . . . . . . . . . . . . . . . . . . . . . . . . . . . . . . . . . . . . . . . . . . . . . . . . . . . . . . . . . . . . . . . . . . . . . . . . . . . . . . . . . . . . . . . . . . . . . . . . . . . . . . . . . . . . . . . . . . . . . . . . . . . . . . . . . . . . . . . . . . . . . . . . . . . . . . . . . . . . . . . . . . . . . . . . . . . . . . . . . . . . . . . . . . . . . . . . . . . . . . . . . . . . . . . . . . . . . . . . . . . . . . . . . . . . . . . . . . . . . . . . . . . . . . . . . . . . . . . . . . . . . . . . . . . . . . . . . . . . . . . . . . . . . . . . . [266,695,2186,708]
entry-title: KÖR- ÉS KÖR JELLEGŰ GYORSASÁGI (KGY) [89,843,434,862]
leader-dots: . . . . . . . . . . . . . . . . . . . . . . . . . . . . . . . . . . . . . . . . . . . . . . . . . . . . . . . . . . . . . . . . . . . . . . . . . . . . . . . . . . . . . . . . . . . . . . . . . . . . . . . . . . . . . . . . . . . . . . . . . . . . . . . . . . . . . . . . . . . . . . . . . . . . . . . . . . . . . . . . . . . . . . . . . . . . . . . . . . . . . . . . . . . . . . . . . . . . . . . . . . . . . . . . . . . . . . . . . . . . . . . . . . . . . . . . . . . . . . . . . . . . . . . . . . . . . . . . . . . . . . . . . . . . . . . . . . . . . . . . . . . . . . . . . . . . . . . . . . . . [217,147,2137,160]
entry-page-number: 145 [2132,493,2160,512]
entry-title: MENETLEVÉL [89,756,196,774]
toc-entry[interactable] [5,75,2182,97]
toc-entry[interactable] [5,1127,2345,1149]
toc-entry[interactable] [5,382,2090,404]
entry-page-number: 149 [2103,581,2131,600]
entry-number: 6.3. [5,383,33,403]
entry-number: 1. [5,55,19,74]
entry-title: PARC FERMÉ [89,909,194,928]
entry-page-number: 137 [2207,55,2234,74]
entry-title: VERSENYEK ELŐKÉSZÍTÉSE, KIÍRÁSA [89,362,387,381]
entry-title: BIZTOSÍTÁS [89,581,183,600]
toc-entry[interactable] [5,207,2563,229]
entry-title: KÖZLEKEDÉS A PÁLYABEJÁRÁS ÉS A VERSENY IDEJE ALATT [89,515,563,534]
toc-entry[interactable] [5,623,2146,645]
toc-entry[interactable] [5,163,2342,185]
entry-title: BAJNOKSÁGOK ÉVES ÉRTÉKELÉSE [89,1040,369,1059]
leader-dots: . . . . . . . . . . . . . . . . . . . . . . . . . . . . . . . . . . . . . . . . . . . . . . . . . . . . . . . . . . . . . . . . . . . . . . . . . . . . . . . . . . . . . . . . . . . . . . . . . . . . . . . . . . . . . . . . . . . . . . . . . . . . . . . . . . . . . . . . . . . . . . . . . . . . . . . . . . . . . . . . . . . . . . . . . . . . . . . . . . . . . . . . . . . . . . . . . . . . . . . . . . . . . . . . . . . . . . . . . . . . . . . . . . . . . . . . . . . . . . . . . . . . . . . . . . . . . . . . . . . . . . . . . . . . . . . . . . . . . . . . . . . . . . . . . . . . . . . . . . . . [200,957,2120,970]
entry-page-number: 156 [2104,1018,2132,1038]
entry-page-number: 151 [2171,733,2199,753]
leader-dots: . . . . . . . . . . . . . . . . . . . . . . . . . . . . . . . . . . . . . . . . . . . . . . . . . . . . . . . . . . . . . . . . . . . . . . . . . . . . . . . . . . . . . . . . . . . . . . . . . . . . . . . . . . . . . . . . . . . . . . . . . . . . . . . . . . . . . . . . . . . . . . . . . . . . . . . . . . . . . . . . . . . . . . . . . . . . . . . . . . . . . . . . . . . . . . . . . . . . . . . . . . . . . . . . . . . . . . . . . . . . . . . . . . . . . . . . . . . . . . . . . . . . . . . . . . . . . . . . . . . . . . . . . . . . . . . . . . . . . . . . . . . . . . . . . . . . . . . . . . . . [629,301,2548,313]
entry-number: 6.17. [5,931,42,950]
toc-entry[interactable] [5,491,2160,513]
toc-entry[interactable] [5,973,2162,995]
entry-page-number: 150 [2186,690,2213,709]
entry-page-number: 147 [2483,515,2511,534]
entry-number: 6.10. [5,602,42,622]
entry-title: GUMIABRONCSOK ÉS KERÉKTÁRCSÁK [89,1128,397,1147]
toc-entry[interactable] [5,119,2268,141]
leader-dots: . . . . . . . . . . . . . . . . . . . . . . . . . . . . . . . . . . . . . . . . . . . . . . . . . . . . . . . . . . . . . . . . . . . . . . . . . . . . . . . . . . . . . . . . . . . . . . . . . . . . . . . . . . . . . . . . . . . . . . . . . . . . . . . . . . . . . . . . . . . . . . . . . . . . . . . . . . . . . . . . . . . . . . . . . . . . . . . . . . . . . . . . . . . . . . . . . . . . . . . . . . . . . . . . . . . . . . . . . . . . . . . . . . . . . . . . . . . . . . . . . . . . . . . . . . . . . . . . . . . . . . . . . . . . . . . . . . . . . . . . . . . . . . . . . . . . . . . . . . . . [194,914,2114,926]
toc-entry[interactable] [5,1105,2162,1127]
entry-number: 6.12. [5,756,42,774]
entry-number: 6.18. [5,952,42,972]
toc-entry[interactable] [5,185,2204,206]
entry-number: 6.8. [5,559,33,578]
entry-title: MÉDIA FELELŐS [89,142,217,161]
entry-number: 6.15. [5,887,42,906]
leader-dots: . . . . . . . . . . . . . . . . . . . . . . . . . . . . . . . . . . . . . . . . . . . . . . . . . . . . . . . . . . . . . . . . . . . . . . . . . . . . . . . . . . . . . . . . . . . . . . . . . . . . . . . . . . . . . . . . . . . . . . . . . . . . . . . . . . . . . . . . . . . . . . . . . . . . . . . . . . . . . . . . . . . . . . . . . . . . . . . . . . . . . . . . . . . . . . . . . . . . . . . . . . . . . . . . . . . . . . . . . . . . . . . . . . . . . . . . . . . . . . . . . . . . . . . . . . . . . . . . . . . . . . . . . . . . . . . . . . . . . . . . . . . . . . . . . . . . . . . . . . . . [387,367,2307,379]
leader-dots: . . . . . . . . . . . . . . . . . . . . . . . . . . . . . . . . . . . . . . . . . . . . . . . . . . . . . . . . . . . . . . . . . . . . . . . . . . . . . . . . . . . . . . . . . . . . . . . . . . . . . . . . . . . . . . . . . . . . . . . . . . . . . . . . . . . . . . . . . . . . . . . . . . . . . . . . . . . . . . . . . . . . . . . . . . . . . . . . . . . . . . . . . . . . . . . . . . . . . . . . . . . . . . . . . . . . . . . . . . . . . . . . . . . . . . . . . . . . . . . . . . . . . . . . . . . . . . . . . . . . . . . . . . . . . . . . . . . . . . . . . . . . . . . . . . . . . . . . . . . . [563,520,2483,532]
entry-title: PROLÓG ÉS SZUPERSPECIÁL SZAKASZ (SZS) [89,865,448,885]
leader-dots: . . . . . . . . . . . . . . . . . . . . . . . . . . . . . . . . . . . . . . . . . . . . . . . . . . . . . . . . . . . . . . . . . . . . . . . . . . . . . . . . . . . . . . . . . . . . . . . . . . . . . . . . . . . . . . . . . . . . . . . . . . . . . . . . . . . . . . . . . . . . . . . . . . . . . . . . . . . . . . . . . . . . . . . . . . . . . . . . . . . . . . . . . . . . . . . . . . . . . . . . . . . . . . . . . . . . . . . . . . . . . . . . . . . . . . . . . . . . . . . . . . . . . . . . . . . . . . . . . . . . . . . . . . . . . . . . . . . . . . . . . . . . . . . . . . . . . . . . . . . . [198,629,2117,642]
entry-number: 6.1.1. [5,339,46,358]
entry-title: ÓVÁS [89,251,134,271]
leader-dots: . . . . . . . . . . . . . . . . . . . . . . . . . . . . . . . . . . . . . . . . . . . . . . . . . . . . . . . . . . . . . . . . . . . . . . . . . . . . . . . . . . . . . . . . . . . . . . . . . . . . . . . . . . . . . . . . . . . . . . . . . . . . . . . . . . . . . . . . . . . . . . . . . . . . . . . . . . . . . . . . . . . . . . . . . . . . . . . . . . . . . . . . . . . . . . . . . . . . . . . . . . . . . . . . . . . . . . . . . . . . . . . . . . . . . . . . . . . . . . . . . . . . . . . . . . . . . . . . . . . . . . . . . . . . . . . . . . . . . . . . . . . . . . . . . . . . . . . . . . . . [185,1023,2104,1036]
entry-title: SZERVIZTÁBLA [89,668,208,688]
footer-page-number: 12 [25,1184,43,1201]
leader-dots: . . . . . . . . . . . . . . . . . . . . . . . . . . . . . . . . . . . . . . . . . . . . . . . . . . . . . . . . . . . . . . . . . . . . . . . . . . . . . . . . . . . . . . . . . . . . . . . . . . . . . . . . . . . . . . . . . . . . . . . . . . . . . . . . . . . . . . . . . . . . . . . . . . . . . . . . . . . . . . . . . . . . . . . . . . . . . . . . . . . . . . . . . . . . . . . . . . . . . . . . . . . . . . . . . . . . . . . . . . . . . . . . . . . . . . . . . . . . . . . . . . . . . . . . . . . . . . . . . . . . . . . . . . . . . . . . . . . . . . . . . . . . . . . . . . . . . . . . . . . . [394,170,2314,182]
